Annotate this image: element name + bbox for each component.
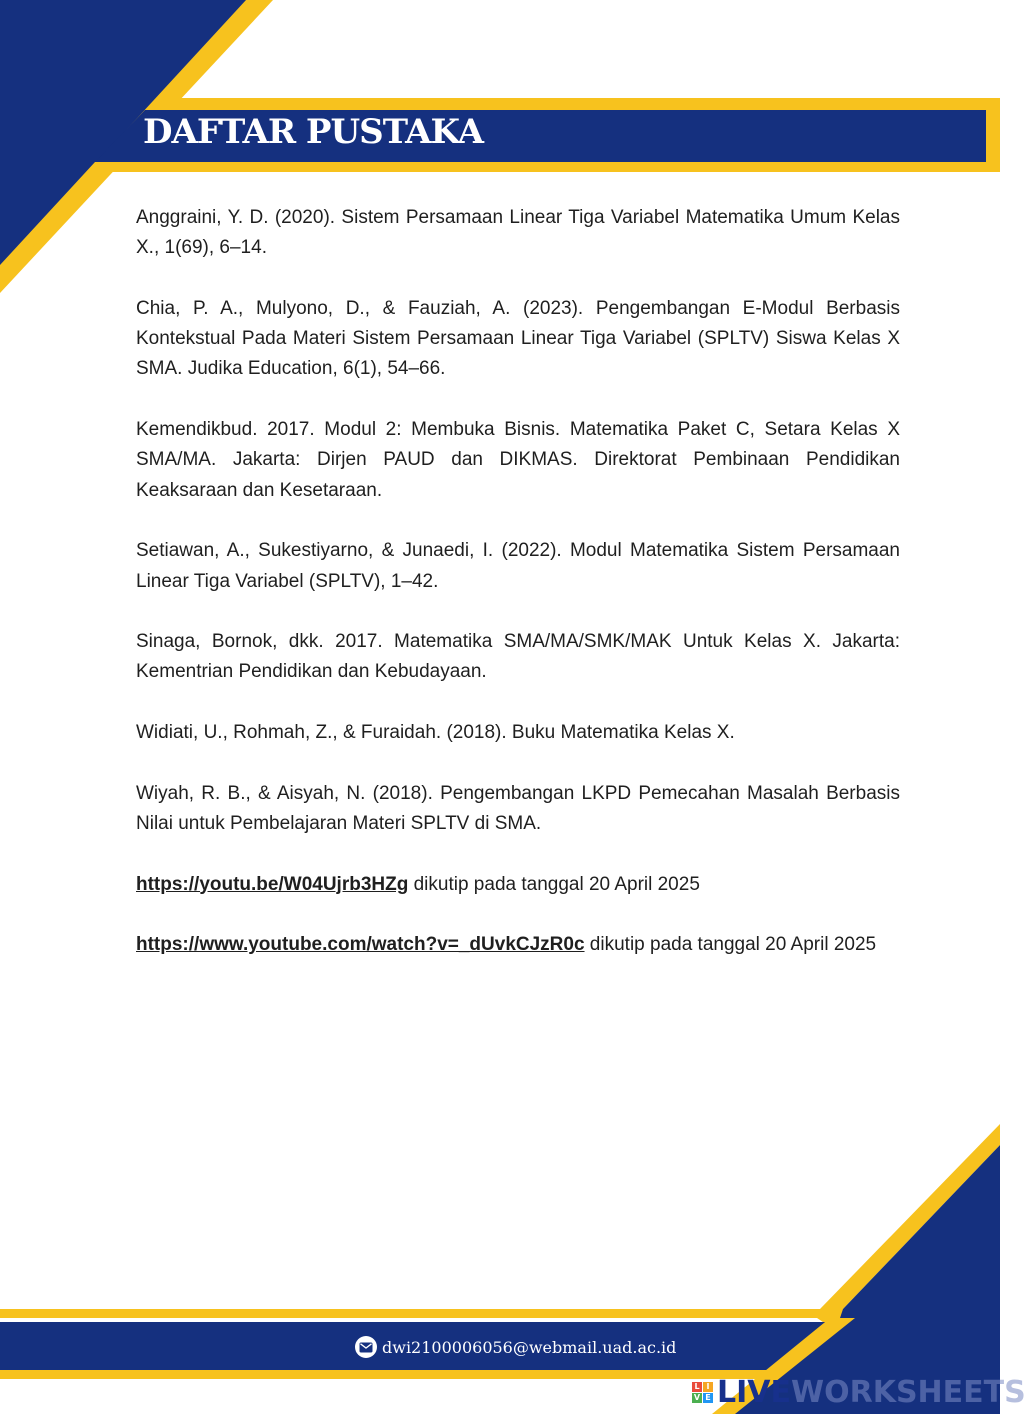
reference-item: Chia, P. A., Mulyono, D., & Fauziah, A. (2023). Pengembangan E-Modul Berbasis Kontekstual Pada Materi Sistem Persamaan Linear Tiga Variabel (SPLTV) Siswa Kelas X SMA. Judika Education, 6(1), 54–66.: [136, 297, 900, 380]
watermark-letter: I: [703, 1382, 713, 1392]
link-reference-item: [136, 930, 900, 960]
page-title: DAFTAR PUSTAKA: [143, 112, 484, 152]
reference-item: Widiati, U., Rohmah, Z., & Furaidah. (2018). Buku Matematika Kelas X.: [136, 722, 735, 744]
link-note: dikutip pada tanggal 20 April 2025: [584, 934, 877, 956]
reference-item: Setiawan, A., Sukestiyarno, & Junaedi, I. (2022). Modul Matematika Sistem Persamaan Linear Tiga Variabel (SPLTV), 1–42.: [136, 540, 900, 592]
watermark-worksheets: WORKSHEETS: [791, 1374, 1026, 1410]
reference-list: [136, 203, 900, 991]
watermark-letter: E: [703, 1393, 713, 1403]
watermark-letter: L: [692, 1382, 702, 1392]
reference-item: Kemendikbud. 2017. Modul 2: Membuka Bisnis. Matematika Paket C, Setara Kelas X SMA/MA. Jakarta: Dirjen PAUD dan DIKMAS. Direktorat Pembinaan Pendidikan Keaksaraan dan Kesetaraan.: [136, 419, 900, 501]
reference-item: Anggraini, Y. D. (2020). Sistem Persamaan Linear Tiga Variabel Matematika Umum Kelas X., 1(69), 6–14.: [136, 207, 900, 259]
liveworksheets-watermark: [692, 1372, 1026, 1412]
watermark-live: LIVE: [717, 1374, 791, 1410]
watermark-letter: V: [693, 1392, 701, 1402]
youtube-link[interactable]: https://youtu.be/W04Ujrb3HZg: [136, 873, 409, 895]
reference-item: Sinaga, Bornok, dkk. 2017. Matematika SMA/MA/SMK/MAK Untuk Kelas X. Jakarta: Kementrian Pendidikan dan Kebudayaan.: [136, 631, 900, 683]
youtube-link[interactable]: https://www.youtube.com/watch?v=_dUvkCJzR0c: [136, 934, 585, 956]
link-note: dikutip pada tanggal 20 April 2025: [408, 873, 700, 895]
link-reference-item: [136, 870, 900, 900]
watermark-logo-icon: [692, 1382, 713, 1403]
footer-contact: [355, 1334, 676, 1360]
reference-item: Wiyah, R. B., & Aisyah, N. (2018). Pengembangan LKPD Pemecahan Masalah Berbasis Nilai untuk Pembelajaran Materi SPLTV di SMA.: [136, 782, 900, 834]
footer-email: dwi2100006056@webmail.uad.ac.id: [382, 1337, 677, 1357]
mail-icon: [355, 1336, 377, 1358]
